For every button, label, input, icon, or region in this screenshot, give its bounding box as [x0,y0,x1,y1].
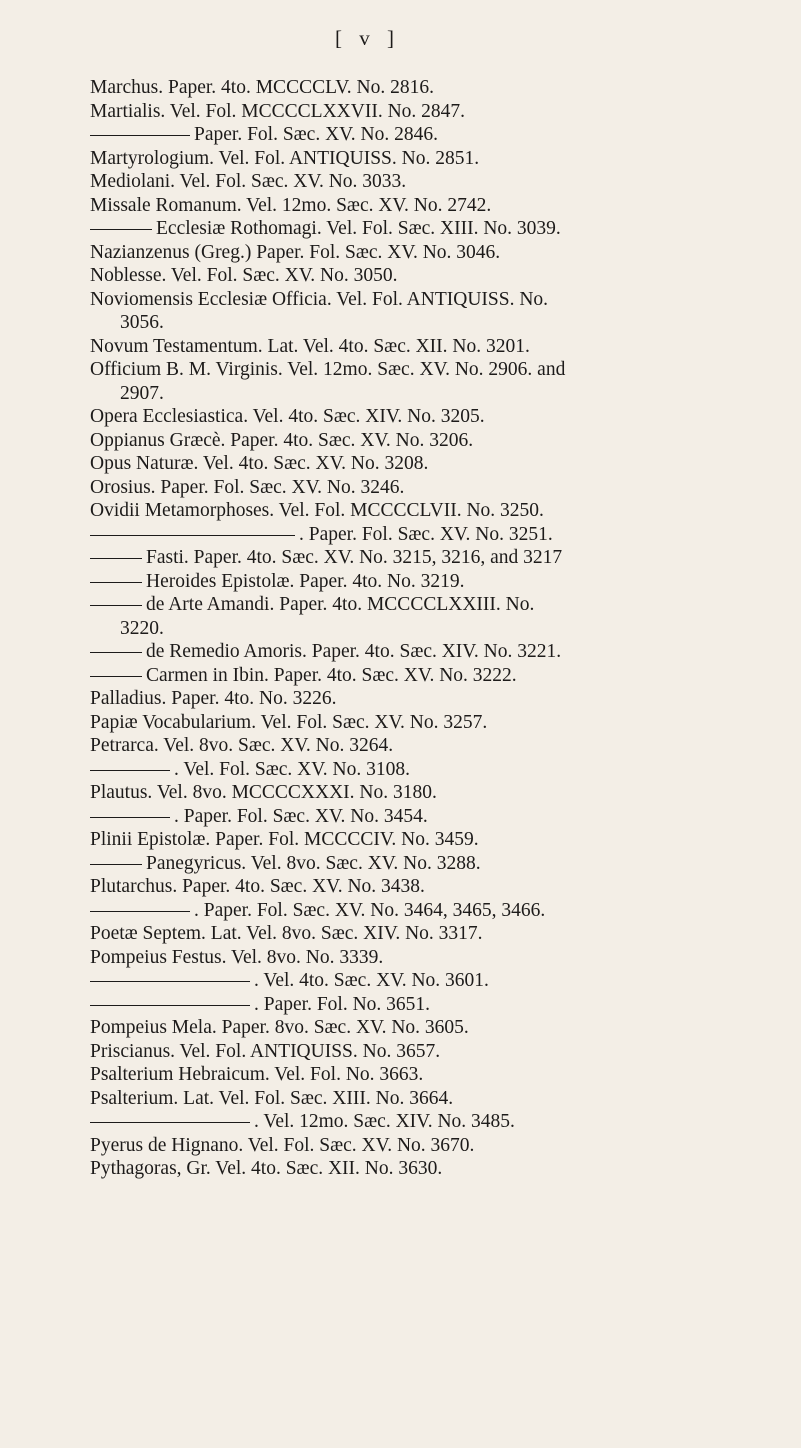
entry: Papiæ Vocabularium. Vel. Fol. Sæc. XV. No. 3257. [90,711,488,733]
entry: Martialis. Vel. Fol. MCCCCLXXVII. No. 2847. [90,100,466,122]
ditto-dash [90,135,190,136]
entry: Plutarchus. Paper. 4to. Sæc. XV. No. 3438. [90,876,425,897]
entry: Paper. Fol. Sæc. XV. No. 2846. [90,123,790,147]
entry-continuation: 2907. [120,382,164,404]
entry: Palladius. Paper. 4to. No. 3226. [90,688,337,709]
ditto-dash [90,582,142,583]
entry: Fasti. Paper. 4to. Sæc. XV. No. 3215, 3216, and 3217 [90,546,790,570]
entry: . Vel. 4to. Sæc. XV. No. 3601. [90,969,790,993]
entry: Pompeius Mela. Paper. 8vo. Sæc. XV. No. 3605. [90,1017,469,1038]
entry: de Remedio Amoris. Paper. 4to. Sæc. XIV. No. 3221. [90,640,790,664]
entry: Opus Naturæ. Vel. 4to. Sæc. XV. No. 3208. [90,453,429,474]
entry: Psalterium. Lat. Vel. Fol. Sæc. XIII. No. 3664. [90,1087,454,1109]
entry: Marchus. Paper. 4to. MCCCCLV. No. 2816. [90,77,434,98]
entry: Noblesse. Vel. Fol. Sæc. XV. No. 3050. [90,265,398,286]
entry: Carmen in Ibin. Paper. 4to. Sæc. XV. No. 3222. [90,664,790,688]
entry: . Paper. Fol. Sæc. XV. No. 3251. [90,523,790,547]
entry: Novum Testamentum. Lat. Vel. 4to. Sæc. XII. No. 3201. [90,335,530,357]
ditto-dash [90,229,152,230]
catalogue-entries [90,76,790,1181]
entry: Orosius. Paper. Fol. Sæc. XV. No. 3246. [90,476,405,498]
entry: Noviomensis Ecclesiæ Officia. Vel. Fol. ANTIQUISS. No. [90,288,549,310]
entry: . Vel. Fol. Sæc. XV. No. 3108. [90,758,790,782]
ditto-dash [90,676,142,677]
entry: Officium B. M. Virginis. Vel. 12mo. Sæc. XV. No. 2906. and [90,359,566,380]
ditto-dash [90,1122,250,1123]
ditto-dash [90,1005,250,1006]
entry: Mediolani. Vel. Fol. Sæc. XV. No. 3033. [90,171,407,192]
entry: Petrarca. Vel. 8vo. Sæc. XV. No. 3264. [90,735,394,756]
entry: de Arte Amandi. Paper. 4to. MCCCCLXXIII. No. [90,593,790,617]
page-number: [ v ] [335,26,400,50]
entry-continuation: 3056. [120,312,164,333]
ditto-dash [90,605,142,606]
entry: Poetæ Septem. Lat. Vel. 8vo. Sæc. XIV. No. 3317. [90,923,483,944]
entry: Plinii Epistolæ. Paper. Fol. MCCCCIV. No. 3459. [90,829,479,850]
ditto-dash [90,864,142,865]
entry: Ovidii Metamorphoses. Vel. Fol. MCCCCLVII. No. 3250. [90,500,544,521]
ditto-dash [90,558,142,559]
entry: . Paper. Fol. Sæc. XV. No. 3464, 3465, 3466. [90,899,790,923]
ditto-dash [90,911,190,912]
entry: Ecclesiæ Rothomagi. Vel. Fol. Sæc. XIII. No. 3039. [90,217,790,241]
entry: Psalterium Hebraicum. Vel. Fol. No. 3663. [90,1064,424,1085]
entry: Nazianzenus (Greg.) Paper. Fol. Sæc. XV. No. 3046. [90,241,501,263]
entry: . Vel. 12mo. Sæc. XIV. No. 3485. [90,1110,790,1134]
entry: Panegyricus. Vel. 8vo. Sæc. XV. No. 3288. [90,852,790,876]
entry: Missale Romanum. Vel. 12mo. Sæc. XV. No. 2742. [90,194,492,216]
entry: Martyrologium. Vel. Fol. ANTIQUISS. No. 2851. [90,147,480,169]
ditto-dash [90,770,170,771]
entry: . Paper. Fol. Sæc. XV. No. 3454. [90,805,790,829]
entry: Oppianus Græcè. Paper. 4to. Sæc. XV. No. 3206. [90,429,474,451]
entry: Priscianus. Vel. Fol. ANTIQUISS. No. 3657. [90,1040,441,1062]
ditto-dash [90,981,250,982]
ditto-dash [90,652,142,653]
ditto-dash [90,535,295,536]
entry-continuation: 3220. [120,617,164,639]
entry: Pyerus de Hignano. Vel. Fol. Sæc. XV. No. 3670. [90,1134,475,1156]
entry: . Paper. Fol. No. 3651. [90,993,790,1017]
entry: Plautus. Vel. 8vo. MCCCCXXXI. No. 3180. [90,782,437,803]
entry: Pompeius Festus. Vel. 8vo. No. 3339. [90,946,384,968]
entry: Heroides Epistolæ. Paper. 4to. No. 3219. [90,570,790,594]
entry: Pythagoras, Gr. Vel. 4to. Sæc. XII. No. 3630. [90,1158,443,1179]
entry: Opera Ecclesiastica. Vel. 4to. Sæc. XIV. No. 3205. [90,406,485,427]
ditto-dash [90,817,170,818]
